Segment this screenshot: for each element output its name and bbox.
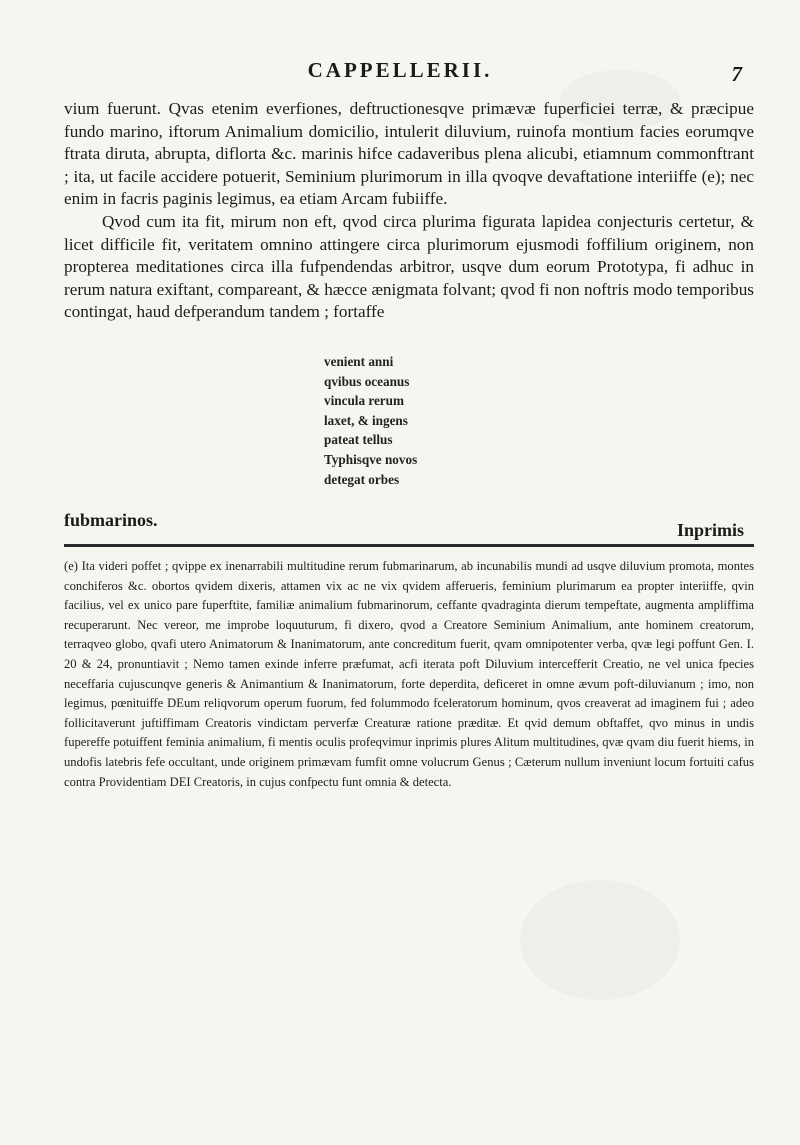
verse-quotation (324, 352, 417, 489)
verse-line: venient anni (324, 354, 394, 369)
running-head: CAPPELLERII. (307, 58, 493, 82)
footnote-rule (64, 544, 754, 547)
footnote-text: (e) Ita videri poffet ; qvippe ex inenarrabili multitudine rerum fubmarinarum, ab incunabilis mundi ad usqve diluvium promota, montes conchiferos &c. obortos qvidem dixeris, attamen vix ac ne vix qvidem afferueris, feminium plurimarum ea propter interiiffe, qvin facilius, vel ex unico pare fuperftite, familiæ animalium fubmarinorum, ceffante qvadraginta dierum tempeftate, augmenta ampliffima recuperarunt. Nec vereor, me improbe loquuturum, fi dixero, qvod a Creatore Seminium Animalium, ante hominem creatorum, terraqveo globo, qvafi utero Animatorum & Inanimatorum, ante concreditum fuerit, qvam omnipotenter verba, qvæ legi poffunt Gen. I. 20 & 24, pronuntiavit ; Nemo tamen exinde inferre præfumat, acfi iterata poft Diluvium intercefferit Creatio, ne vel unica fpecies neceffaria cujuscunqve generis & Animantium & Inanimatorum, forte deperdita, deficeret in omne ævum poft-diluvianum ; imo, non legimus, pœnituiffe DEum reliqvorum operum fuorum, fed folummodo fceleratorum hominum, qvos creaverat ad imaginem fui ; adeo follicitaverunt juftiffimam Creatoris vindictam perverfæ Creaturæ ratione præditæ. Et qvid demum obftaffet, qvo minus in undis fupereffe potuiffent feminia animalium, fi mentis oculis profeqvimur inprimis plures Alitum multitudines, qvæ qvam diu fuerit hiems, in undofis latebris fefe occultant, unde originem primævam fumfit omne volucrum Genus ; Cæterum nullum inveniunt locum fortuiti cafus contra Providentiam DEI Creatoris, in cujus confpectu funt omnia & detecta. (64, 559, 754, 789)
main-text (64, 98, 754, 324)
paper-stain (520, 880, 680, 1000)
verse-line: laxet, & ingens (324, 412, 408, 428)
verse-line: vincula rerum (324, 393, 404, 409)
paragraph: vium fuerunt. Qvas etenim everfiones, deftructionesqve primævæ fuperficiei terræ, & præcipue fundo marino, iftorum Animalium domicilio, intulerit diluvium, ruinofa montium facies eorumqve ftrata diruta, abrupta, diflorta &c. marinis hifce cadaveribus plena alicubi, etiamnum commonftrant ; ita, ut facile accidere potuerit, Seminium plurimorum in illa qvoqve devaftatione interiiffe (e); nec enim in facris paginis legimus, ea etiam Arcam fubiiffe. (64, 99, 754, 209)
paragraph: Qvod cum ita fit, mirum non eft, qvod circa plurima figurata lapidea conjecturis certetur, & licet difficile fit, veritatem omnino attingere circa plurimorum ejusmodi foffilium originem, non propterea meditationes circa illa fufpendendas arbitror, usqve dum eorum Prototypa, fi adhuc in rerum natura exiftant, compareant, & hæcce ænigmata folvant; qvod fi non noftris modo temporibus contingat, haud defperandum tandem ; fortaffe (64, 211, 754, 322)
catchword-left: fubmarinos. (64, 510, 158, 530)
catchword-right: Inprimis (676, 520, 744, 540)
verse-line: pateat tellus (324, 432, 393, 448)
verse-line: qvibus oceanus (324, 373, 410, 389)
page-header (0, 58, 800, 88)
page-number: 7 (731, 62, 742, 86)
footnote (64, 557, 754, 792)
verse-line: detegat orbes (324, 471, 400, 487)
verse-line: Typhisqve novos (324, 451, 418, 467)
